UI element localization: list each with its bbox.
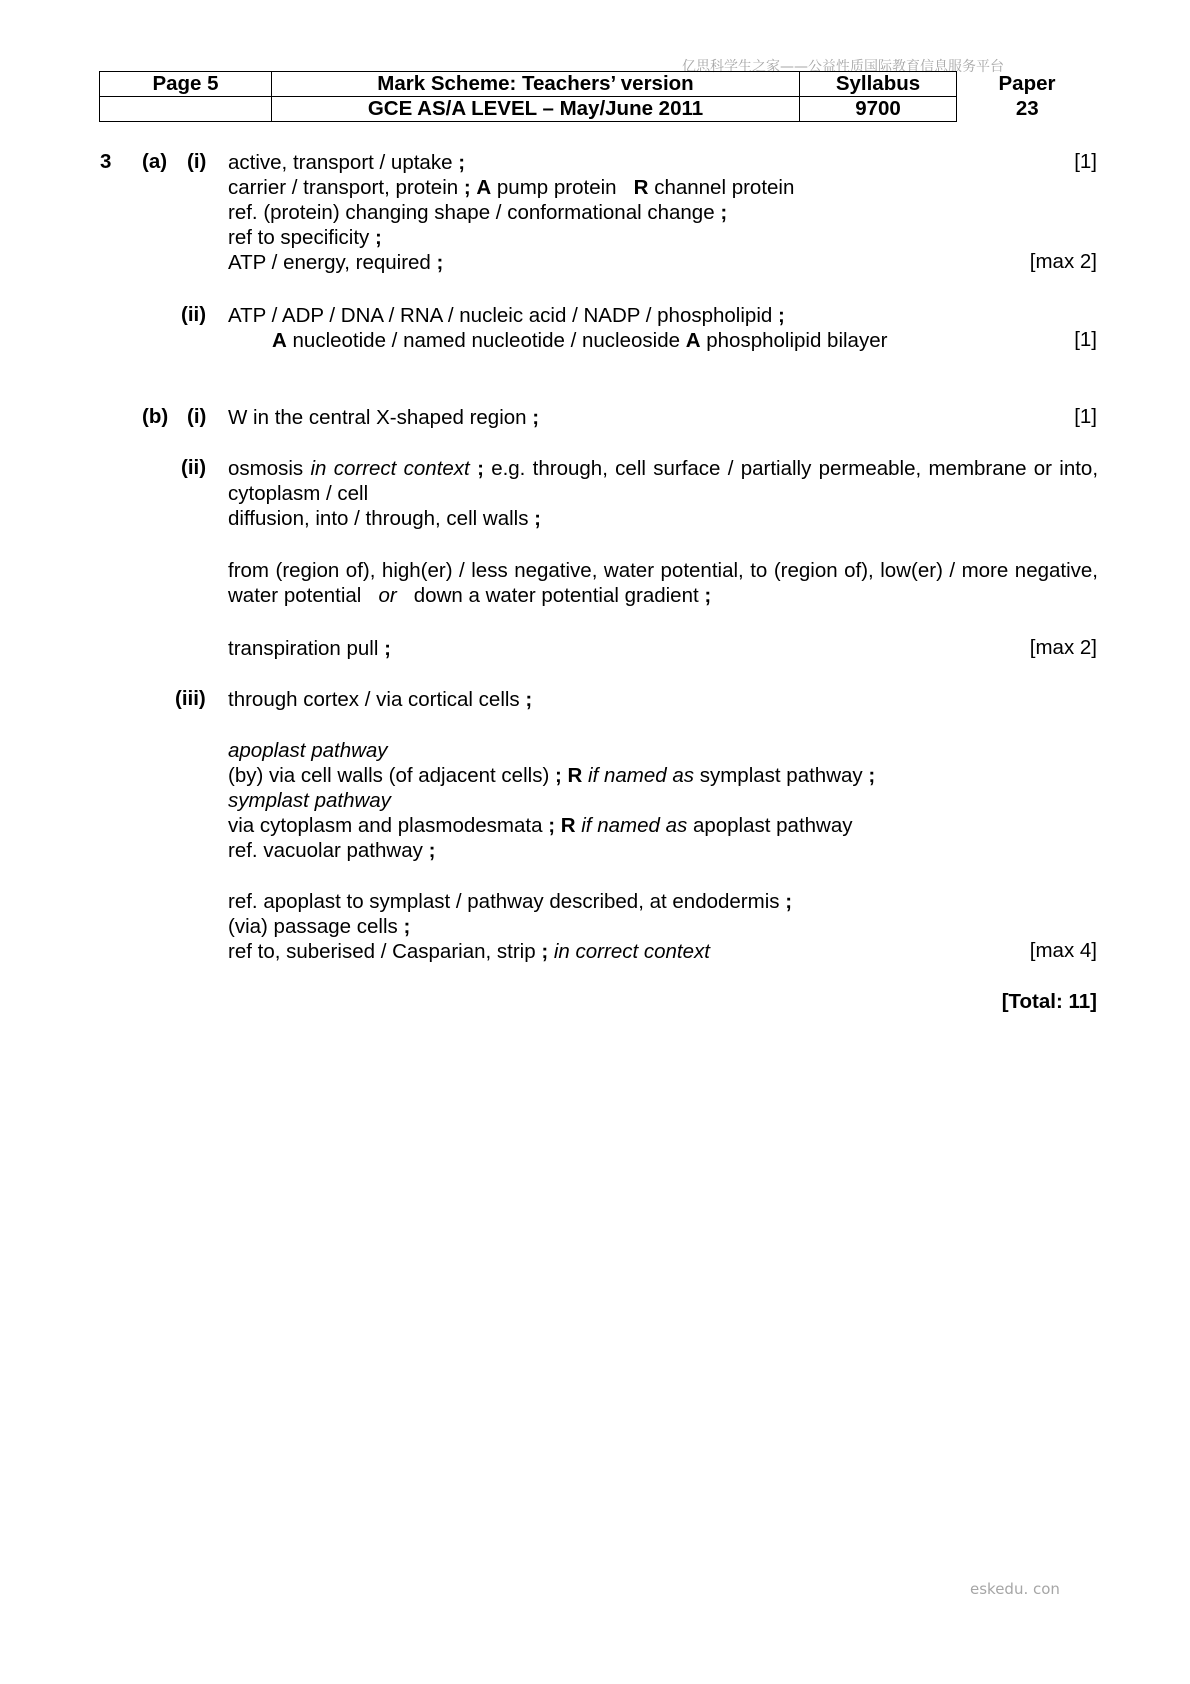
part-b-i-label: (i) bbox=[187, 405, 207, 428]
watermark-top: 亿思科学生之家——公益性质国际教育信息服务平台 bbox=[682, 59, 1004, 75]
header-exam: GCE AS/A LEVEL – May/June 2011 bbox=[272, 97, 800, 122]
a-i-line-5: ATP / energy, required ; bbox=[228, 251, 444, 274]
a-i-mark-max: [max 2] bbox=[1029, 250, 1097, 273]
header-paper: 23 bbox=[1015, 97, 1039, 120]
a-ii-line-2: A nucleotide / named nucleotide / nucleoside A phospholipid bilayer bbox=[272, 329, 888, 352]
b-iii-symplast-heading: symplast pathway bbox=[228, 789, 391, 812]
b-iii-vacuolar-line: ref. vacuolar pathway ; bbox=[228, 839, 436, 862]
a-i-line-3: ref. (protein) changing shape / conformational change ; bbox=[228, 201, 728, 224]
b-iii-endodermis-line-3: ref to, suberised / Casparian, strip ; in correct context bbox=[228, 940, 710, 963]
part-a-ii-label: (ii) bbox=[181, 303, 207, 326]
b-ii-mark: [max 2] bbox=[1029, 636, 1097, 659]
b-iii-mark: [max 4] bbox=[1029, 939, 1097, 962]
b-ii-para-4: transpiration pull ; bbox=[228, 637, 391, 660]
b-iii-endodermis-line-2: (via) passage cells ; bbox=[228, 915, 411, 938]
b-iii-line-1: through cortex / via cortical cells ; bbox=[228, 688, 533, 711]
header-syllabus: 9700 bbox=[800, 97, 957, 122]
b-ii-para-3: from (region of), high(er) / less negative, water potential, to (region of), low(er) / more negative, water potential or down a water potential gradient ; bbox=[228, 559, 1098, 607]
header-paper-label: Paper bbox=[998, 72, 1056, 95]
b-i-mark: [1] bbox=[1074, 405, 1097, 428]
b-ii-para-2: diffusion, into / through, cell walls ; bbox=[228, 507, 541, 530]
b-iii-apoplast-line: (by) via cell walls (of adjacent cells) ; R if named as symplast pathway ; bbox=[228, 764, 876, 787]
header-empty bbox=[100, 97, 272, 122]
a-i-mark-1: [1] bbox=[1074, 150, 1097, 173]
b-iii-apoplast-heading: apoplast pathway bbox=[228, 739, 388, 762]
watermark-bottom: eskedu. con bbox=[970, 1580, 1060, 1598]
b-iii-endodermis-line-1: ref. apoplast to symplast / pathway described, at endodermis ; bbox=[228, 890, 793, 913]
b-i-line: W in the central X-shaped region ; bbox=[228, 406, 540, 429]
part-b-ii-label: (ii) bbox=[181, 456, 207, 479]
a-i-line-2: carrier / transport, protein ; A pump protein R channel protein bbox=[228, 176, 795, 199]
a-ii-line-1: ATP / ADP / DNA / RNA / nucleic acid / NADP / phospholipid ; bbox=[228, 304, 785, 327]
b-iii-symplast-line: via cytoplasm and plasmodesmata ; R if named as apoplast pathway bbox=[228, 814, 853, 837]
part-b-iii-label: (iii) bbox=[175, 687, 206, 710]
header-title: Mark Scheme: Teachers’ version bbox=[272, 72, 800, 97]
part-b-label: (b) bbox=[142, 405, 169, 428]
a-i-line-1: active, transport / uptake ; bbox=[228, 151, 466, 174]
a-i-line-4: ref to specificity ; bbox=[228, 226, 382, 249]
total-marks: [Total: 11] bbox=[1001, 990, 1097, 1013]
header-syllabus-label: Syllabus bbox=[800, 72, 957, 97]
a-ii-mark: [1] bbox=[1074, 328, 1097, 351]
part-a-i-label: (i) bbox=[187, 150, 207, 173]
part-a-label: (a) bbox=[142, 150, 168, 173]
header-table bbox=[99, 71, 1098, 122]
question-number: 3 bbox=[100, 150, 112, 173]
b-ii-para-1: osmosis in correct context ; e.g. through, cell surface / partially permeable, membrane or into, cytoplasm / cell bbox=[228, 457, 1099, 505]
header-page: Page 5 bbox=[100, 72, 272, 97]
